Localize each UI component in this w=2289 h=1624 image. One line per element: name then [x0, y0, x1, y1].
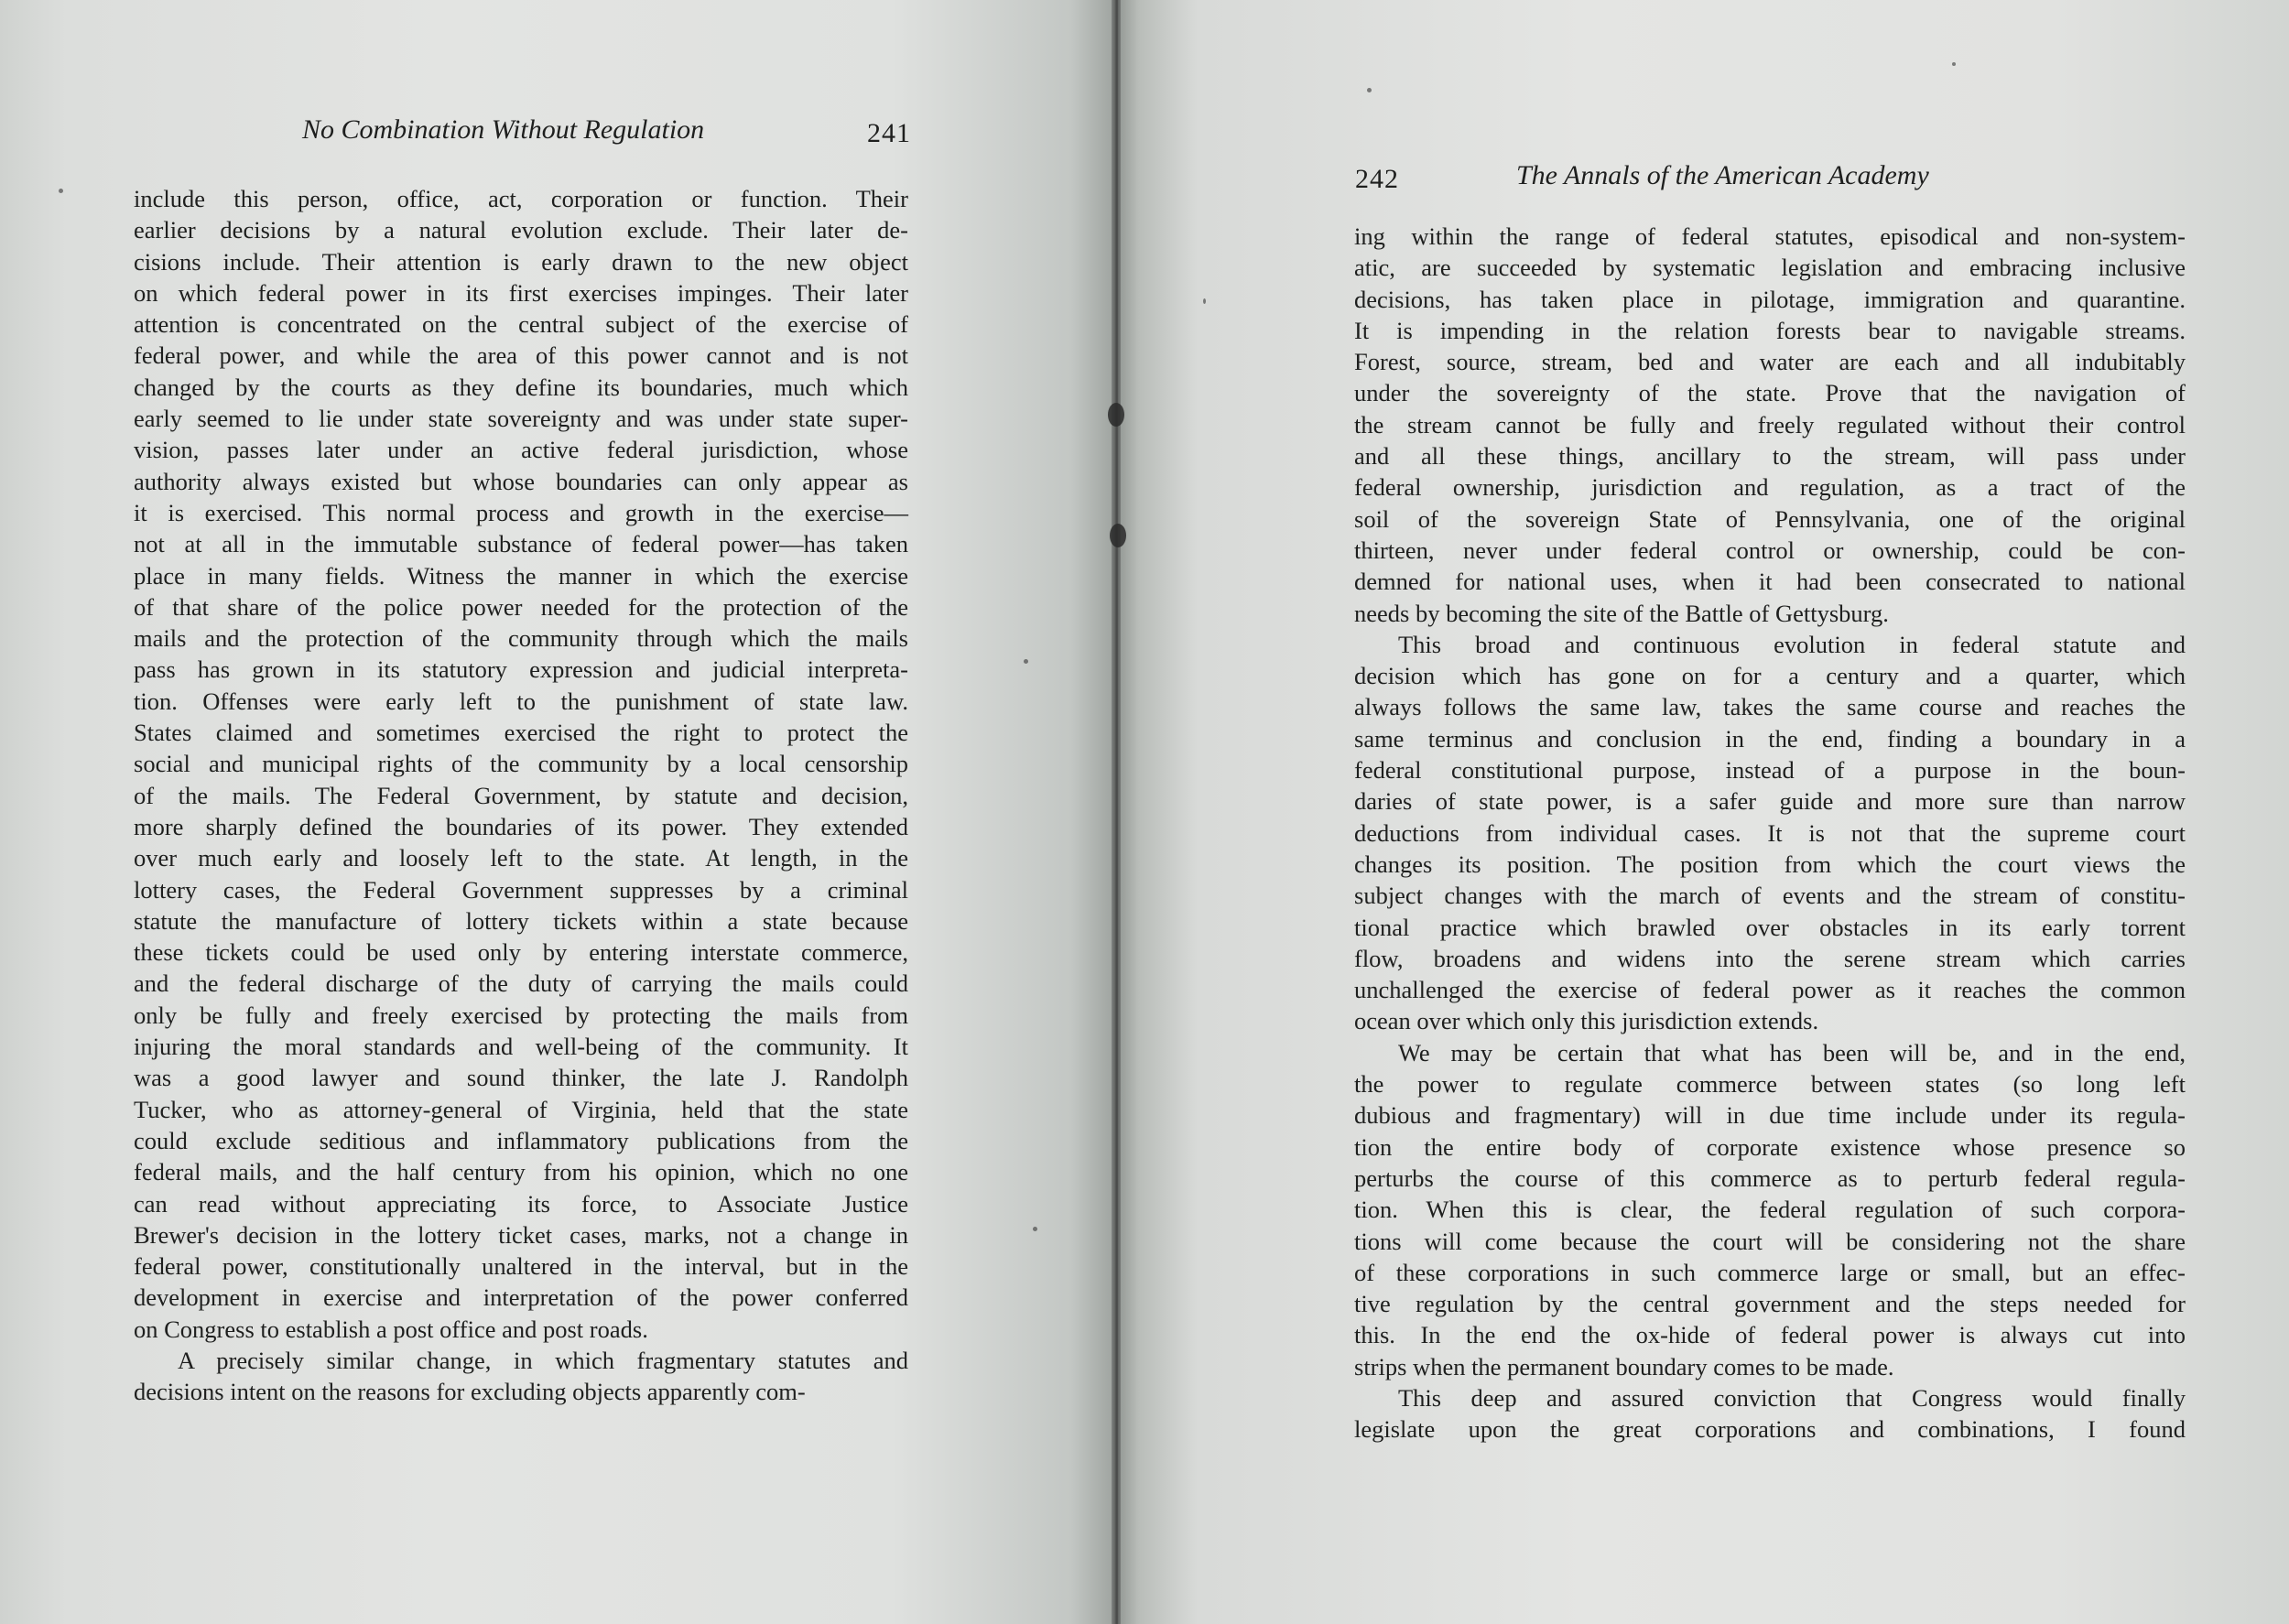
- paper-speck: [1203, 298, 1206, 304]
- text-line: on which federal power in its first exercises impinges. Their later: [134, 278, 908, 307]
- text-line: on Congress to establish a post office and post roads.: [134, 1315, 648, 1343]
- paper-speck: [59, 189, 63, 193]
- right-folio-wrap: [1355, 161, 1399, 198]
- text-line: can read without appreciating its force, to Associate Justice: [134, 1189, 908, 1218]
- text-line: Brewer's decision in the lottery ticket cases, marks, not a change in: [134, 1220, 908, 1249]
- text-line: vision, passes later under an active federal jurisdiction, whose: [134, 436, 908, 464]
- text-line: cisions include. Their attention is early drawn to the new object: [134, 247, 908, 276]
- text-line: We may be certain that what has been will be, and in the end,: [1398, 1038, 2186, 1066]
- text-line: pass has grown in its statutory expression and judicial interpreta-: [134, 655, 908, 684]
- left-running-head: [302, 112, 704, 148]
- text-line: over much early and loosely left to the state. At length, in the: [134, 844, 908, 872]
- text-line: this. In the end the ox-hide of federal power is always cut into: [1354, 1321, 2186, 1349]
- text-line: demned for national uses, when it had been consecrated to national: [1354, 568, 2186, 596]
- text-line: more sharply defined the boundaries of its power. They extended: [134, 812, 908, 840]
- text-line: federal ownership, jurisdiction and regulation, as a tract of the: [1354, 473, 2186, 502]
- paper-speck: [1952, 62, 1956, 66]
- text-line: Forest, source, stream, bed and water are each and all indubitably: [1354, 348, 2186, 376]
- text-line: States claimed and sometimes exercised the right to protect the: [134, 719, 908, 747]
- text-line: it is exercised. This normal process and growth in the exercise—: [134, 498, 908, 526]
- text-line: not at all in the immutable substance of federal power—has taken: [134, 530, 908, 558]
- text-line: tions will come because the court will be considering not the share: [1354, 1227, 2186, 1255]
- left-page-number: 241: [867, 118, 911, 148]
- text-line: changes its position. The position from which the court views the: [1354, 850, 2186, 878]
- text-line: development in exercise and interpretation of the power conferred: [134, 1283, 908, 1312]
- text-line: and the federal discharge of the duty of carrying the mails could: [134, 969, 908, 998]
- text-line: federal mails, and the half century from his opinion, which no one: [134, 1158, 908, 1186]
- text-line: A precisely similar change, in which fragmentary statutes and: [178, 1346, 908, 1374]
- binding-hole-upper: [1108, 403, 1124, 427]
- text-line: injuring the moral standards and well-being of the community. It: [134, 1033, 908, 1061]
- text-line: federal power, constitutionally unaltered in the interval, but in the: [134, 1252, 908, 1281]
- text-line: legislate upon the great corporations and combinations, I found: [1354, 1415, 2186, 1444]
- spine-line: [1116, 0, 1118, 1624]
- text-line: include this person, office, act, corporation or function. Their: [134, 185, 908, 212]
- text-line: could exclude seditious and inflammatory publications from the: [134, 1126, 908, 1154]
- text-line: earlier decisions by a natural evolution exclude. Their later de-: [134, 216, 908, 244]
- text-line: tion the entire body of corporate existence whose presence so: [1354, 1132, 2186, 1161]
- text-line: social and municipal rights of the community by a local censorship: [134, 750, 908, 778]
- text-line: these tickets could be used only by entering interstate commerce,: [134, 938, 908, 967]
- text-line: lottery cases, the Federal Government suppresses by a criminal: [134, 875, 908, 904]
- text-line: and all these things, ancillary to the stream, will pass under: [1354, 442, 2186, 471]
- text-line: subject changes with the march of events and the stream of constitu-: [1354, 882, 2186, 910]
- text-line: unchallenged the exercise of federal power as it reaches the common: [1354, 976, 2186, 1004]
- right-running-head: [1516, 157, 1929, 194]
- text-line: of the mails. The Federal Government, by statute and decision,: [134, 781, 908, 809]
- right-running-title: The Annals of the American Academy: [1516, 160, 1929, 190]
- text-line: Tucker, who as attorney-general of Virginia, held that the state: [134, 1095, 908, 1123]
- text-line: tion. When this is clear, the federal regulation of such corpora-: [1354, 1196, 2186, 1224]
- text-line: soil of the sovereign State of Pennsylvania, one of the original: [1354, 504, 2186, 533]
- left-body-text: [134, 183, 908, 1408]
- text-line: strips when the permanent boundary comes to be made.: [1354, 1352, 1894, 1380]
- text-line: dubious and fragmentary) will in due time include under its regula-: [1354, 1101, 2186, 1130]
- text-line: It is impending in the relation forests bear to navigable streams.: [1354, 316, 2186, 344]
- text-line: needs by becoming the site of the Battle of Gettysburg.: [1354, 599, 1889, 627]
- text-line: decisions intent on the reasons for excluding objects apparently com-: [134, 1378, 806, 1406]
- text-line: flow, broadens and widens into the serene stream which carries: [1354, 944, 2186, 972]
- left-running-title: No Combination Without Regulation: [302, 114, 705, 145]
- text-line: authority always existed but whose boundaries can only appear as: [134, 467, 908, 495]
- text-line: the power to regulate commerce between states (so long left: [1354, 1070, 2186, 1099]
- text-line: under the sovereignty of the state. Prove that the navigation of: [1354, 379, 2186, 407]
- paper-speck: [1033, 1227, 1037, 1231]
- text-line: decision which has gone on for a century and a quarter, which: [1354, 662, 2186, 690]
- right-page: [1115, 0, 2289, 1624]
- paper-speck: [1024, 659, 1028, 664]
- binding-hole-lower: [1110, 524, 1126, 547]
- text-line: federal constitutional purpose, instead of a purpose in the boun-: [1354, 756, 2186, 785]
- text-line: early seemed to lie under state sovereignty and was under state super-: [134, 405, 908, 433]
- text-line: changed by the courts as they define its boundaries, much which: [134, 373, 908, 401]
- text-line: place in many fields. Witness the manner in which the exercise: [134, 561, 908, 590]
- text-line: only be fully and freely exercised by protecting the mails from: [134, 1001, 908, 1029]
- text-line: atic, are succeeded by systematic legislation and embracing inclusive: [1354, 254, 2186, 282]
- text-line: ocean over which only this jurisdiction extends.: [1354, 1007, 1819, 1035]
- text-line: was a good lawyer and sound thinker, the late J. Randolph: [134, 1064, 908, 1092]
- text-line: perturbs the course of this commerce as to perturb federal regula-: [1354, 1164, 2186, 1192]
- paper-speck: [1367, 88, 1372, 92]
- text-line: decisions, has taken place in pilotage, immigration and quarantine.: [1354, 285, 2186, 313]
- text-line: mails and the protection of the community through which the mails: [134, 624, 908, 653]
- text-line: thirteen, never under federal control or ownership, could be con-: [1354, 536, 2186, 564]
- text-line: attention is concentrated on the central subject of the exercise of: [134, 310, 908, 339]
- text-line: deductions from individual cases. It is not that the supreme court: [1354, 818, 2186, 847]
- text-line: statute the manufacture of lottery tickets within a state because: [134, 906, 908, 935]
- text-line: This broad and continuous evolution in federal statute and: [1398, 630, 2186, 658]
- left-folio-wrap: [867, 115, 911, 152]
- text-line: ing within the range of federal statutes, episodical and non-system-: [1354, 222, 2186, 250]
- text-line: This deep and assured conviction that Congress would finally: [1398, 1383, 2186, 1412]
- text-line: of these corporations in such commerce large or small, but an effec-: [1354, 1258, 2186, 1286]
- text-line: daries of state power, is a safer guide and more sure than narrow: [1354, 787, 2186, 816]
- text-line: always follows the same law, takes the same course and reaches the: [1354, 693, 2186, 721]
- text-line: of that share of the police power needed for the protection of the: [134, 592, 908, 621]
- text-line: tional practice which brawled over obstacles in its early torrent: [1354, 913, 2186, 941]
- text-line: tion. Offenses were early left to the punishment of state law.: [134, 687, 908, 715]
- left-page: [0, 0, 1115, 1624]
- text-line: the stream cannot be fully and freely regulated without their control: [1354, 410, 2186, 438]
- right-body-text: [1354, 221, 2186, 1445]
- text-line: tive regulation by the central government and the steps needed for: [1354, 1290, 2186, 1318]
- text-line: federal power, and while the area of this power cannot and is not: [134, 341, 908, 370]
- right-page-number: 242: [1355, 164, 1399, 194]
- text-line: same terminus and conclusion in the end, finding a boundary in a: [1354, 724, 2186, 752]
